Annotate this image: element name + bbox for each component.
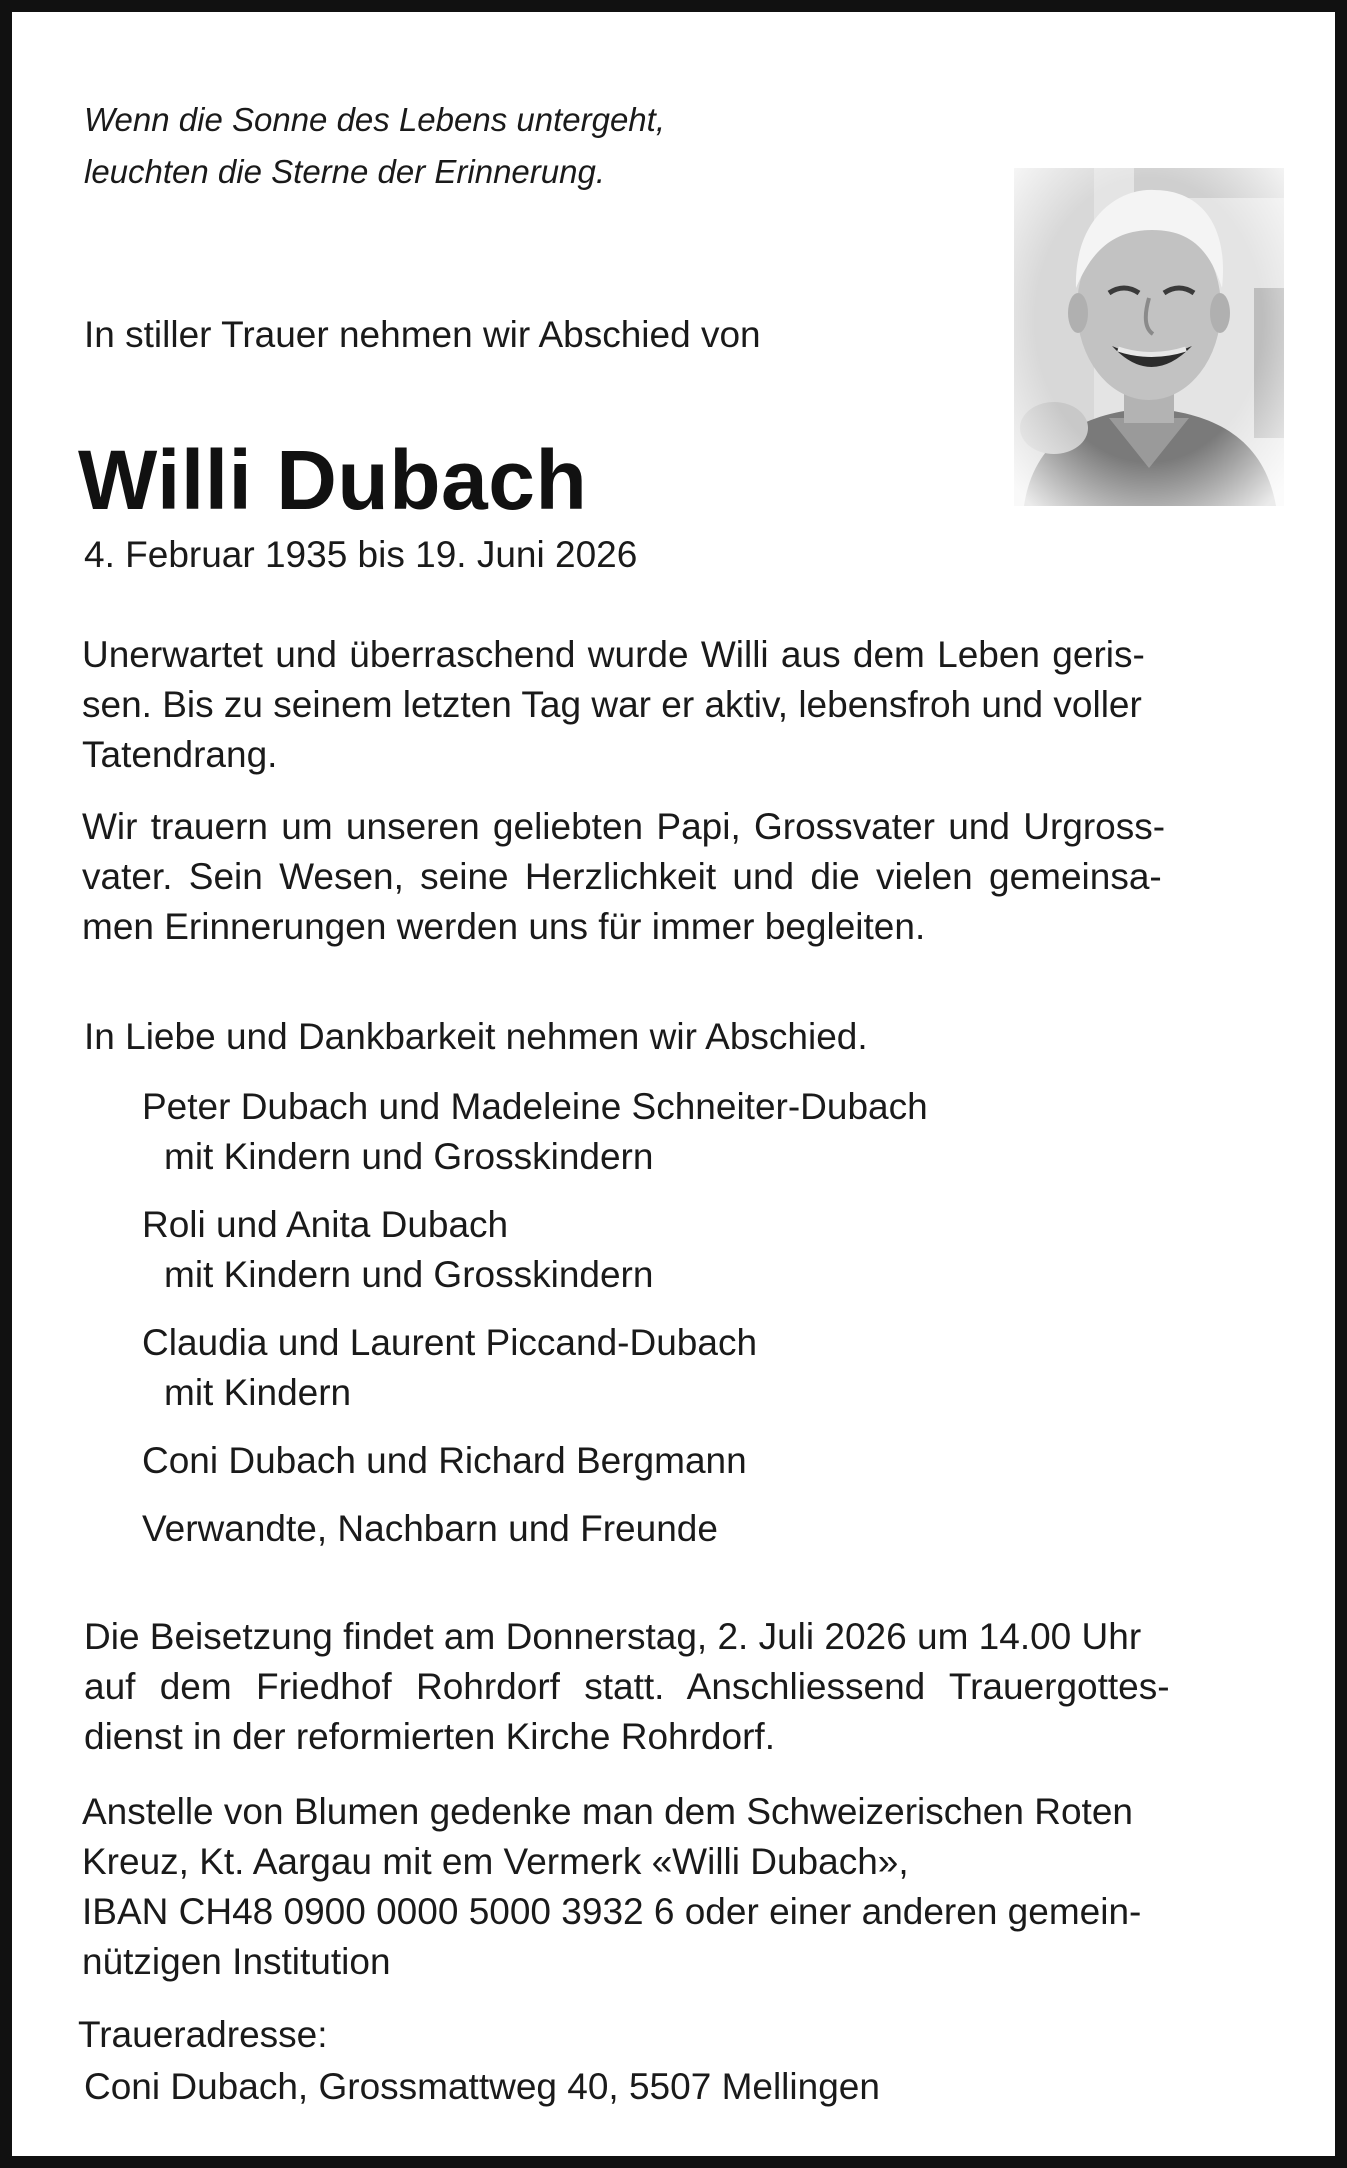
- portrait-illustration: [1014, 168, 1284, 506]
- intro-line: In stiller Trauer nehmen wir Abschied von: [84, 314, 761, 355]
- burial-line: auf dem Friedhof Rohrdorf statt. Anschliessend Trauergottes-: [84, 1666, 1170, 1707]
- donation-line: nützigen Institution: [82, 1941, 391, 1982]
- family-names: Peter Dubach und Madeleine Schneiter-Dubach: [142, 1086, 928, 1127]
- donation-notice: [82, 1787, 1141, 1987]
- address-value: Coni Dubach, Grossmattweg 40, 5507 Mellingen: [84, 2066, 880, 2107]
- family-names: Roli und Anita Dubach: [142, 1204, 509, 1245]
- burial-notice: [84, 1612, 1170, 1762]
- family-names: Coni Dubach und Richard Bergmann: [142, 1440, 747, 1481]
- donation-line: Kreuz, Kt. Aargau mit em Vermerk «Willi Dubach»,: [82, 1841, 909, 1882]
- motto-line-2: leuchten die Sterne der Erinnerung.: [84, 153, 606, 190]
- portrait-photo: [1014, 168, 1284, 506]
- paragraph-line: Unerwartet und überraschend wurde Willi aus dem Leben geris-: [82, 634, 1145, 675]
- paragraph-line: vater. Sein Wesen, seine Herzlichkeit und die vielen gemeinsa-: [82, 856, 1162, 897]
- life-dates: 4. Februar 1935 bis 19. Juni 2026: [84, 534, 638, 575]
- paragraph-line: sen. Bis zu seinem letzten Tag war er aktiv, lebensfroh und voller: [82, 684, 1142, 725]
- paragraph-unexpected: [82, 630, 1145, 780]
- address-label: Traueradresse:: [78, 2014, 328, 2055]
- family-sub: mit Kindern: [164, 1372, 352, 1413]
- donation-line: IBAN CH48 0900 0000 5000 3932 6 oder einer anderen gemein-: [82, 1891, 1142, 1932]
- burial-line: Die Beisetzung findet am Donnerstag, 2. Juli 2026 um 14.00 Uhr: [84, 1616, 1142, 1657]
- donation-line: Anstelle von Blumen gedenke man dem Schweizerischen Roten: [82, 1791, 1133, 1832]
- motto-quote: [84, 94, 665, 198]
- paragraph-line: Wir trauern um unseren geliebten Papi, Grossvater und Urgross-: [82, 806, 1166, 847]
- family-sub: mit Kindern und Grosskindern: [164, 1254, 654, 1295]
- family-names: Claudia und Laurent Piccand-Dubach: [142, 1322, 758, 1363]
- family-names: Verwandte, Nachbarn und Freunde: [142, 1508, 718, 1549]
- burial-line: dienst in der reformierten Kirche Rohrdorf.: [84, 1716, 775, 1757]
- deceased-name: Willi Dubach: [78, 433, 588, 527]
- paragraph-mourning: [82, 802, 1165, 952]
- paragraph-line: men Erinnerungen werden uns für immer begleiten.: [82, 906, 926, 947]
- paragraph-line: Tatendrang.: [82, 734, 278, 775]
- motto-line-1: Wenn die Sonne des Lebens untergeht,: [84, 101, 665, 138]
- family-sub: mit Kindern und Grosskindern: [164, 1136, 654, 1177]
- closing-line: In Liebe und Dankbarkeit nehmen wir Abschied.: [84, 1016, 868, 1057]
